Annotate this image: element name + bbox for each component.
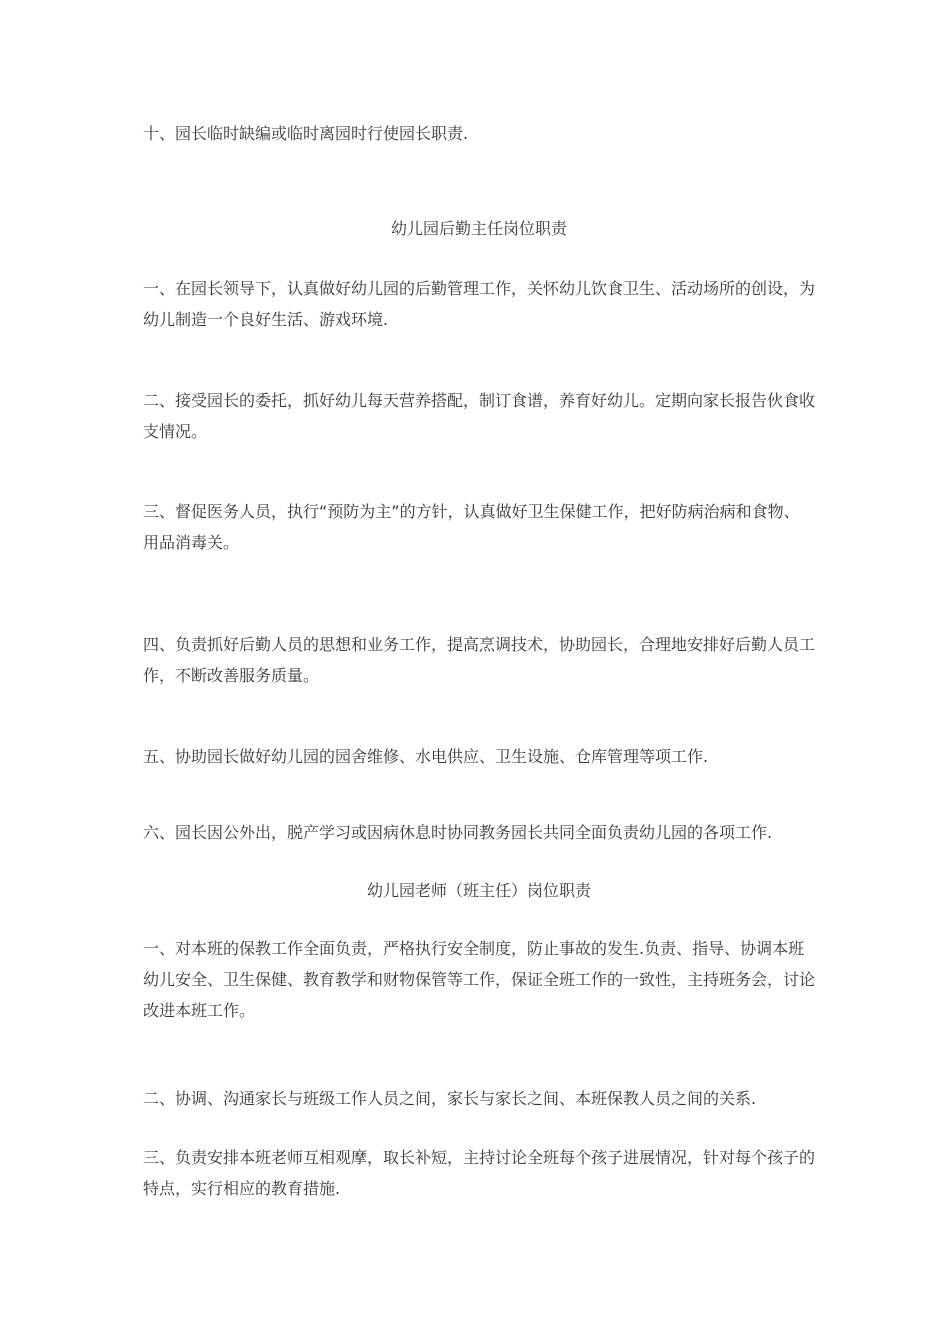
- teacher-item-3: 三、负责安排本班老师互相观摩，取长补短，主持讨论全班每个孩子进展情况，针对每个孩子的特点，实行相应的教育措施.: [143, 1148, 816, 1198]
- logistics-item-6: 六、园长因公外出，脱产学习或因病休息时协同教务园长共同全面负责幼儿园的各项工作.: [143, 823, 773, 842]
- teacher-item-1: 一、对本班的保教工作全面负责，严格执行安全制度，防止事故的发生.负责、指导、协调本班幼儿安全、卫生保健、教育教学和财物保管等工作，保证全班工作的一致性，主持班务会，讨论改进本班工作。: [143, 939, 816, 1020]
- logistics-item-3: 三、督促医务人员，执行“预防为主”的方针，认真做好卫生保健工作，把好防病治病和食物、用品消毒关。: [143, 502, 800, 552]
- teacher-item-2: 二、协调、沟通家长与班级工作人员之间，家长与家长之间、本班保教人员之间的关系.: [143, 1089, 757, 1108]
- logistics-item-2: 二、接受园长的委托，抓好幼儿每天营养搭配，制订食谱，养育好幼儿。定期向家长报告伙食收支情况。: [143, 391, 816, 441]
- logistics-item-5: 五、协助园长做好幼儿园的园舍维修、水电供应、卫生设施、仓库管理等项工作.: [143, 747, 709, 766]
- teacher-section-title: 幼儿园老师（班主任）岗位职责: [366, 881, 591, 900]
- logistics-section-title: 幼儿园后勤主任岗位职责: [390, 219, 567, 238]
- paragraph-10: 十、园长临时缺编或临时离园时行使园长职责.: [143, 124, 469, 143]
- logistics-item-4: 四、负责抓好后勤人员的思想和业务工作，提高烹调技术，协助园长，合理地安排好后勤人员工作，不断改善服务质量。: [143, 635, 816, 685]
- logistics-item-1: 一、在园长领导下，认真做好幼儿园的后勤管理工作，关怀幼儿饮食卫生、活动场所的创设，为幼儿制造一个良好生活、游戏环境.: [143, 279, 816, 329]
